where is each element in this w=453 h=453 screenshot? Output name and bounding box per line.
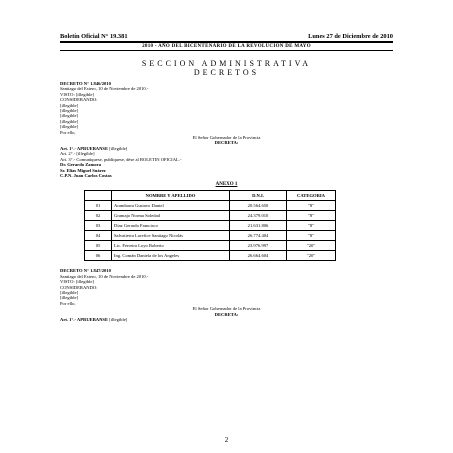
table-row: [85, 241, 336, 251]
row-name: Ing. Comán Daniela de los Angeles: [112, 251, 230, 261]
masthead-rule-bottom: [60, 50, 393, 51]
row-name: Salvatierra Lorefice Santiago Nicolás: [112, 231, 230, 241]
page-number: 2: [224, 436, 229, 444]
row-category: "8": [287, 231, 336, 241]
article-text: [illegible]: [109, 145, 128, 151]
article-label: Art. 1°.- APRUEBANSE: [60, 316, 109, 322]
col-header-category: CATEGORIA: [287, 191, 336, 201]
decree-governor: El Señor Gobernador de la Provincia: [192, 306, 261, 312]
row-category: "8": [287, 201, 336, 211]
decree-place-date: Santiago del Estero, 10 de Noviembre de 2010.-: [60, 86, 149, 92]
decree-number: DECRETO N° 1.847/2010: [60, 268, 111, 274]
table-row: [85, 221, 336, 231]
row-index: 03: [85, 221, 112, 231]
row-name: Lic. Ferreira Loyo Roberto: [112, 241, 230, 251]
row-dni: 23.976.997: [230, 241, 287, 251]
article-label: Art. 1°.- APRUEBANSE: [60, 145, 109, 151]
table-row: [85, 201, 336, 211]
anexo-table: [84, 190, 336, 261]
decree-considerando-label: CONSIDERANDO:: [60, 284, 98, 290]
decree-por-ello: Por ello,: [60, 300, 76, 306]
decree-1847: [60, 268, 393, 322]
decree-decreta: DECRETA:: [214, 140, 239, 146]
decree-article-1: [60, 317, 393, 322]
decree-1846: [60, 81, 393, 178]
decree-place-date: Santiago del Estero, 10 de Noviembre de 2010.-: [60, 273, 149, 279]
col-header-dni: D.N.I.: [230, 191, 287, 201]
decree-por-ello: Por ello,: [60, 129, 76, 135]
decree-visto: VISTO: [illegible]: [60, 91, 94, 97]
row-index: 06: [85, 251, 112, 261]
decree-governor: El Señor Gobernador de la Provincia: [192, 135, 261, 141]
row-category: "8": [287, 211, 336, 221]
row-dni: 21.631.806: [230, 221, 287, 231]
section-title-line2: DECRETOS: [193, 68, 260, 77]
anexo-title: ANEXO 1: [215, 182, 238, 188]
decree-decreta: DECRETA:: [214, 311, 239, 317]
signature-governor: Dr. Gerardo Zamora: [60, 162, 102, 168]
col-header-name: NOMBRE Y APELLIDO: [112, 191, 230, 201]
table-row: [85, 251, 336, 261]
row-category: "20": [287, 241, 336, 251]
row-name: Diaz Gerardo Francisco: [112, 221, 230, 231]
article-text: [illegible]: [109, 316, 128, 322]
masthead: [60, 0, 393, 40]
row-dni: 26.664.604: [230, 251, 287, 261]
decree-considerando-label: CONSIDERANDO:: [60, 97, 98, 103]
bulletin-number: Boletín Oficial N° 19.381: [60, 33, 128, 40]
decree-considerando-paragraph: [illegible]: [60, 102, 79, 108]
col-header-index: [85, 191, 112, 201]
row-name: Arambarra Gustavo Daniel: [112, 201, 230, 211]
signature-minister: C.P.N. Juan Carlos Costas: [60, 172, 112, 178]
table-row: [85, 231, 336, 241]
row-category: "20": [287, 251, 336, 261]
row-category: "8": [287, 221, 336, 231]
row-index: 04: [85, 231, 112, 241]
decree-considerando-paragraph: [illegible]: [60, 289, 79, 295]
row-dni: 26.774.404: [230, 231, 287, 241]
row-index: 02: [85, 211, 112, 221]
decree-considerando-paragraph: [illegible]: [60, 118, 79, 124]
decree-considerando-paragraph: [illegible]: [60, 108, 79, 114]
section-title: [60, 59, 393, 77]
row-name: Gramajo Norma Soledad: [112, 211, 230, 221]
table-header-row: [85, 191, 336, 201]
decree-considerando-paragraph: [illegible]: [60, 124, 79, 130]
signature-minister: Sr. Elías Miguel Suárez: [60, 167, 106, 173]
decree-visto: VISTO: [illegible]: [60, 279, 94, 285]
decree-considerando-paragraph: [illegible]: [60, 113, 79, 119]
decree-considerando-paragraph: [illegible]: [60, 295, 79, 301]
row-index: 05: [85, 241, 112, 251]
section-title-line1: SECCION ADMINISTRATIVA: [141, 59, 312, 68]
decree-article-3: Art. 3°.- Comuníquese, publíquese, dése al BOLETIN OFICIAL.-: [60, 156, 182, 162]
year-banner: 2010 - AÑO DEL BICENTENARIO DE LA REVOLUCION DE MAYO: [142, 44, 311, 49]
row-dni: 20.564.650: [230, 201, 287, 211]
decree-number: DECRETO N° 1.846/2010: [60, 81, 111, 86]
bulletin-date: Lunes 27 de Diciembre de 2010: [308, 33, 393, 40]
table-row: [85, 211, 336, 221]
row-index: 01: [85, 201, 112, 211]
decree-article-2: Art. 2°.- [illegible]: [60, 151, 95, 157]
row-dni: 24.379.010: [230, 211, 287, 221]
masthead-rule-top: [60, 41, 393, 43]
